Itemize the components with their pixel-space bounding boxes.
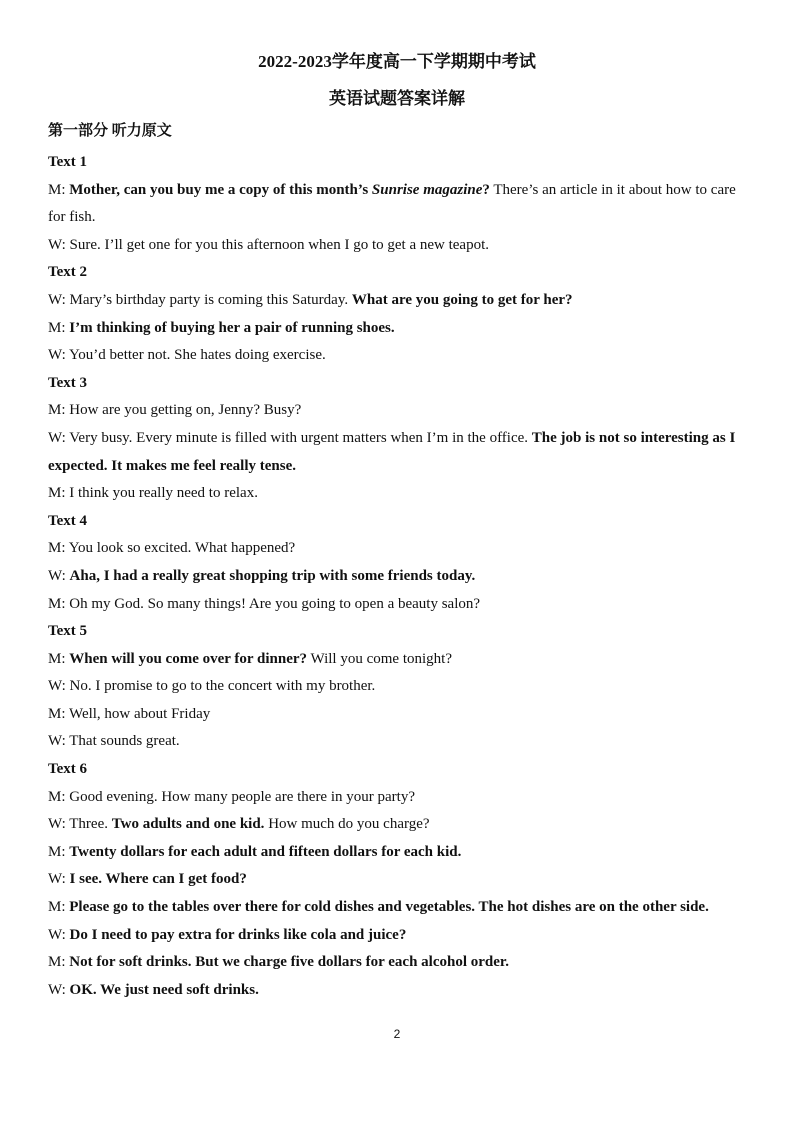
document-title: 2022-2023学年度高一下学期期中考试 xyxy=(258,52,536,71)
speaker-label: W: xyxy=(48,678,70,695)
dialogue-line xyxy=(48,287,748,315)
speaker-label: W: xyxy=(48,981,70,998)
speaker-label: M: xyxy=(48,954,70,971)
normal-text: Sure. I’ll get one for you this afternoon when I go to get a new teapot. xyxy=(69,236,489,253)
bold-text: Mother, can you buy me a copy of this month’s xyxy=(69,181,372,198)
normal-text: There’s an article in it about how to care for fish. xyxy=(48,181,736,226)
bold-text: Aha, I had a really great shopping trip with some friends today. xyxy=(69,567,476,584)
dialogue-line xyxy=(48,232,748,260)
dialogue-line xyxy=(48,673,748,701)
text-heading: Text 4 xyxy=(48,512,88,529)
bold-text: Two adults and one kid. xyxy=(111,816,265,833)
speaker-label: M: xyxy=(48,402,70,419)
speaker-label: M: xyxy=(48,788,70,805)
dialogue-line xyxy=(48,480,748,508)
text-heading: Text 1 xyxy=(48,154,88,170)
dialogue-line xyxy=(48,342,748,370)
speaker-label: M: xyxy=(48,595,70,612)
speaker-label: M: xyxy=(48,485,70,502)
bold-text: Do I need to pay extra for drinks like cola and juice? xyxy=(69,926,407,943)
bold-text: When will you come over for dinner? xyxy=(69,650,308,667)
page-number: 2 xyxy=(393,1027,401,1041)
dialogue-line xyxy=(48,811,748,839)
speaker-label: M: xyxy=(48,181,70,198)
dialogue-line xyxy=(48,922,748,950)
dialogue-line xyxy=(48,425,748,480)
speaker-label: W: xyxy=(48,236,70,253)
speaker-label: W: xyxy=(48,816,70,833)
speaker-label: W: xyxy=(48,291,70,308)
dialogue-line xyxy=(48,977,748,1005)
dialogue-line xyxy=(48,839,748,867)
speaker-label: W: xyxy=(48,871,70,888)
speaker-label: M: xyxy=(48,540,69,557)
speaker-label: W: xyxy=(48,926,70,943)
normal-text: I think you really need to relax. xyxy=(69,485,258,502)
text-heading: Text 3 xyxy=(48,374,88,391)
transcript-body xyxy=(48,149,748,1004)
bold-text: Twenty dollars for each adult and fifteen dollars for each kid. xyxy=(69,843,462,860)
bold-text: ? xyxy=(482,181,490,198)
speaker-label: W: xyxy=(48,733,70,750)
speaker-label: M: xyxy=(48,705,69,722)
dialogue-line xyxy=(48,894,748,922)
dialogue-line xyxy=(48,177,748,232)
text-heading: Text 5 xyxy=(48,623,88,640)
bold-text: Please go to the tables over there for cold dishes and vegetables. The hot dishes are on the other side. xyxy=(69,899,709,916)
bold-text: Not for soft drinks. But we charge five dollars for each alcohol order. xyxy=(69,954,509,971)
dialogue-line xyxy=(48,535,748,563)
dialogue-line xyxy=(48,784,748,812)
normal-text: Will you come tonight? xyxy=(307,650,452,667)
dialogue-line xyxy=(48,701,748,729)
normal-text: That sounds great. xyxy=(69,733,180,750)
normal-text: Mary’s birthday party is coming this Saturday. xyxy=(69,291,352,308)
dialogue-line xyxy=(48,315,748,343)
speaker-label: W: xyxy=(48,429,70,446)
normal-text: Good evening. How many people are there in your party? xyxy=(69,788,415,805)
bold-text: I’m thinking of buying her a pair of running shoes. xyxy=(69,319,395,336)
bold-text: I see. Where can I get food? xyxy=(69,871,247,888)
bold-text: OK. We just need soft drinks. xyxy=(69,981,259,998)
normal-text: How much do you charge? xyxy=(264,816,430,833)
bold-text: What are you going to get for her? xyxy=(351,291,573,308)
speaker-label: W: xyxy=(48,347,69,364)
text-heading: Text 6 xyxy=(48,761,88,778)
normal-text: Oh my God. So many things! Are you going to open a beauty salon? xyxy=(69,595,481,612)
dialogue-line xyxy=(48,949,748,977)
dialogue-line xyxy=(48,563,748,591)
normal-text: You’d better not. She hates doing exercise. xyxy=(68,347,326,364)
normal-text: Three. xyxy=(69,816,112,833)
dialogue-line xyxy=(48,646,748,674)
normal-text: You look so excited. What happened? xyxy=(68,540,296,557)
dialogue-line xyxy=(48,866,748,894)
normal-text: How are you getting on, Jenny? Busy? xyxy=(69,402,302,419)
magazine-title: Sunrise magazine xyxy=(371,181,483,198)
dialogue-line xyxy=(48,728,748,756)
normal-text: Very busy. Every minute is filled with urgent matters when I’m in the office. xyxy=(69,429,532,446)
speaker-label: M: xyxy=(48,899,70,916)
bold-text: The job is not so interesting as I expected. It makes me feel really tense. xyxy=(48,429,736,474)
speaker-label: W: xyxy=(48,567,70,584)
normal-text: No. I promise to go to the concert with my brother. xyxy=(69,678,376,695)
dialogue-line xyxy=(48,397,748,425)
text-heading: Text 2 xyxy=(48,264,88,281)
document-subtitle: 英语试题答案详解 xyxy=(329,89,465,108)
speaker-label: M: xyxy=(48,843,70,860)
speaker-label: M: xyxy=(48,319,70,336)
normal-text: Well, how about Friday xyxy=(68,705,211,722)
dialogue-line xyxy=(48,591,748,619)
section-heading: 第一部分 听力原文 xyxy=(48,123,172,139)
speaker-label: M: xyxy=(48,650,70,667)
